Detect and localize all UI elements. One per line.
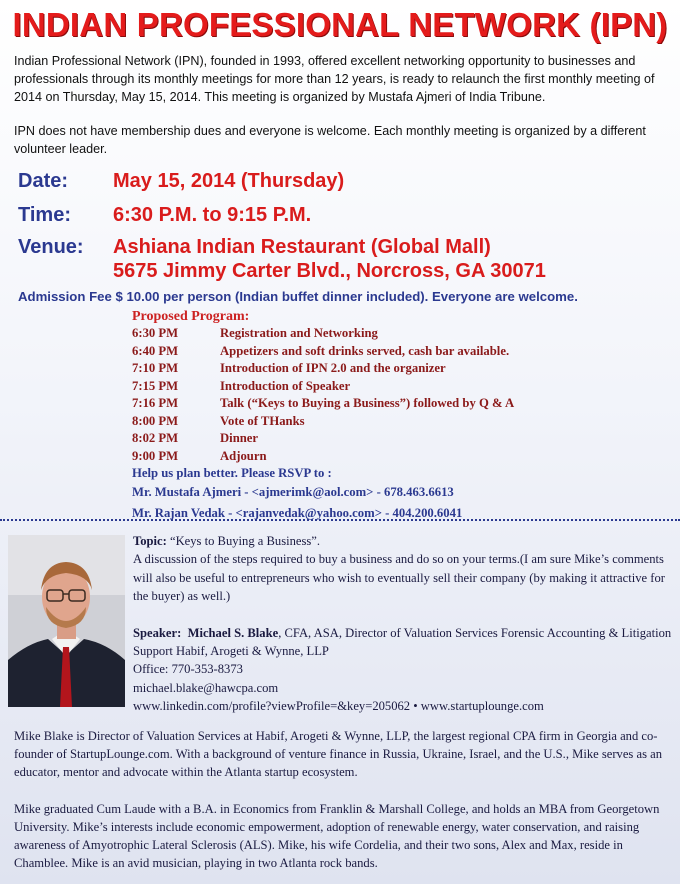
intro-paragraph: IPN does not have membership dues and everyone is welcome. Each monthly meeting is organized by a different volunteer leader. <box>14 124 646 156</box>
program-item <box>132 378 351 397</box>
program-time: 7:10 PM <box>132 361 179 375</box>
topic-description: A discussion of the steps required to buy a business and do so on your terms.(I am sure Mike’s comments will also be useful to entrepreneurs who wish to eventually sell their company (by making it attractive for the buyer) as well.) <box>133 552 665 604</box>
program-time: 7:16 PM <box>132 396 179 410</box>
date-value: May 15, 2014 (Thursday) <box>113 170 345 192</box>
date-row <box>18 170 345 193</box>
rsvp-heading: Help us plan better. Please RSVP to : <box>132 466 332 480</box>
speaker-photo <box>8 535 125 707</box>
program-time: 6:40 PM <box>132 343 179 358</box>
bio-paragraph: Mike Blake is Director of Valuation Services at Habif, Arogeti & Wynne, LLP, the largest regional CPA firm in Georgia and co-founder of StartupLounge.com. With a background of venture finance in Russia, Ukraine, Israel, and the U.S., Mike serves as an educator, mentor and advocate within the Atlanta startup ecosystem. <box>14 729 663 780</box>
speaker-office: Office: 770-353-8373 <box>133 662 243 677</box>
venue-row <box>18 236 491 259</box>
speaker-label: Speaker: <box>133 625 182 640</box>
speaker-name: Michael S. Blake <box>187 625 279 640</box>
time-row <box>18 204 312 227</box>
speaker-links[interactable]: www.linkedin.com/profile?viewProfile=&key=205062 • www.startuplounge.com <box>133 699 544 714</box>
program-list <box>132 326 515 466</box>
program-description: Introduction of Speaker <box>220 378 351 393</box>
speaker-credentials: , CFA, ASA, Director of Valuation Services Forensic Accounting & Litigation Support Habif, Arogeti & Wynne, LLP <box>133 625 672 659</box>
venue-label: Venue: <box>18 236 84 258</box>
venue-name: Ashiana Indian Restaurant (Global Mall) <box>113 236 491 258</box>
time-label: Time: <box>18 204 71 226</box>
date-label: Date: <box>18 170 69 192</box>
proposed-program <box>132 309 515 466</box>
program-item <box>132 413 305 432</box>
speaker-bio <box>14 727 670 890</box>
venue-address: 5675 Jimmy Carter Blvd., Norcross, GA 30071 <box>113 260 546 282</box>
program-time: 8:00 PM <box>132 413 179 428</box>
program-time: 7:15 PM <box>132 378 179 393</box>
program-description: Adjourn <box>220 448 267 463</box>
program-time: 8:02 PM <box>132 431 179 445</box>
speaker-email[interactable]: michael.blake@hawcpa.com <box>133 680 279 695</box>
program-item <box>132 431 259 449</box>
program-item <box>132 343 510 362</box>
speaker-portrait-icon <box>8 535 125 707</box>
speaker-section <box>133 532 673 716</box>
rsvp-section <box>132 464 462 523</box>
intro-paragraph: Indian Professional Network (IPN), founded in 1993, offered excellent networking opportunity to businesses and professionals through its monthly meetings for more than 12 years, is ready to relaunch the first monthly meeting of 2014 on Thursday, May 15, 2014. This meeting is organized by Mustafa Ajmeri of India Tribune. <box>14 54 655 104</box>
section-divider <box>0 519 680 521</box>
intro-text <box>14 52 669 174</box>
program-description: Dinner <box>220 431 259 445</box>
program-item <box>132 326 378 344</box>
program-description: Talk (“Keys to Buying a Business”) followed by Q & A <box>220 396 515 410</box>
program-time: 6:30 PM <box>132 326 179 340</box>
rsvp-contact: Mr. Rajan Vedak - <rajanvedak@yahoo.com> - 404.200.6041 <box>132 506 463 520</box>
bio-paragraph: Mike graduated Cum Laude with a B.A. in Economics from Franklin & Marshall College, and holds an MBA from Georgetown University. Mike’s interests include economic empowerment, adoption of renewable energy, water conservation, and raising awareness of Amyotrophic Lateral Sclerosis (ALS). Mike, his wife Cordelia, and their two sons, Alex and Max, reside in Chamblee. Mike is an avid musician, playing in two Atlanta rock bands. <box>14 801 660 871</box>
time-value: 6:30 P.M. to 9:15 P.M. <box>113 204 312 226</box>
rsvp-contact: Mr. Mustafa Ajmeri - <ajmerimk@aol.com> - 678.463.6613 <box>132 485 454 499</box>
program-time: 9:00 PM <box>132 448 179 463</box>
topic-label: Topic: <box>133 534 167 548</box>
program-heading: Proposed Program: <box>132 309 250 324</box>
page-title: INDIAN PROFESSIONAL NETWORK (IPN) <box>12 6 668 43</box>
program-item <box>132 396 515 414</box>
admission-fee: Admission Fee $ 10.00 per person (Indian buffet dinner included). Everyone are welcome. <box>18 289 578 304</box>
program-description: Vote of THanks <box>220 413 305 428</box>
topic-title: “Keys to Buying a Business”. <box>169 534 321 548</box>
program-item <box>132 361 446 379</box>
program-description: Registration and Networking <box>220 326 378 340</box>
program-description: Appetizers and soft drinks served, cash bar available. <box>220 343 510 358</box>
program-description: Introduction of IPN 2.0 and the organizer <box>220 361 446 375</box>
